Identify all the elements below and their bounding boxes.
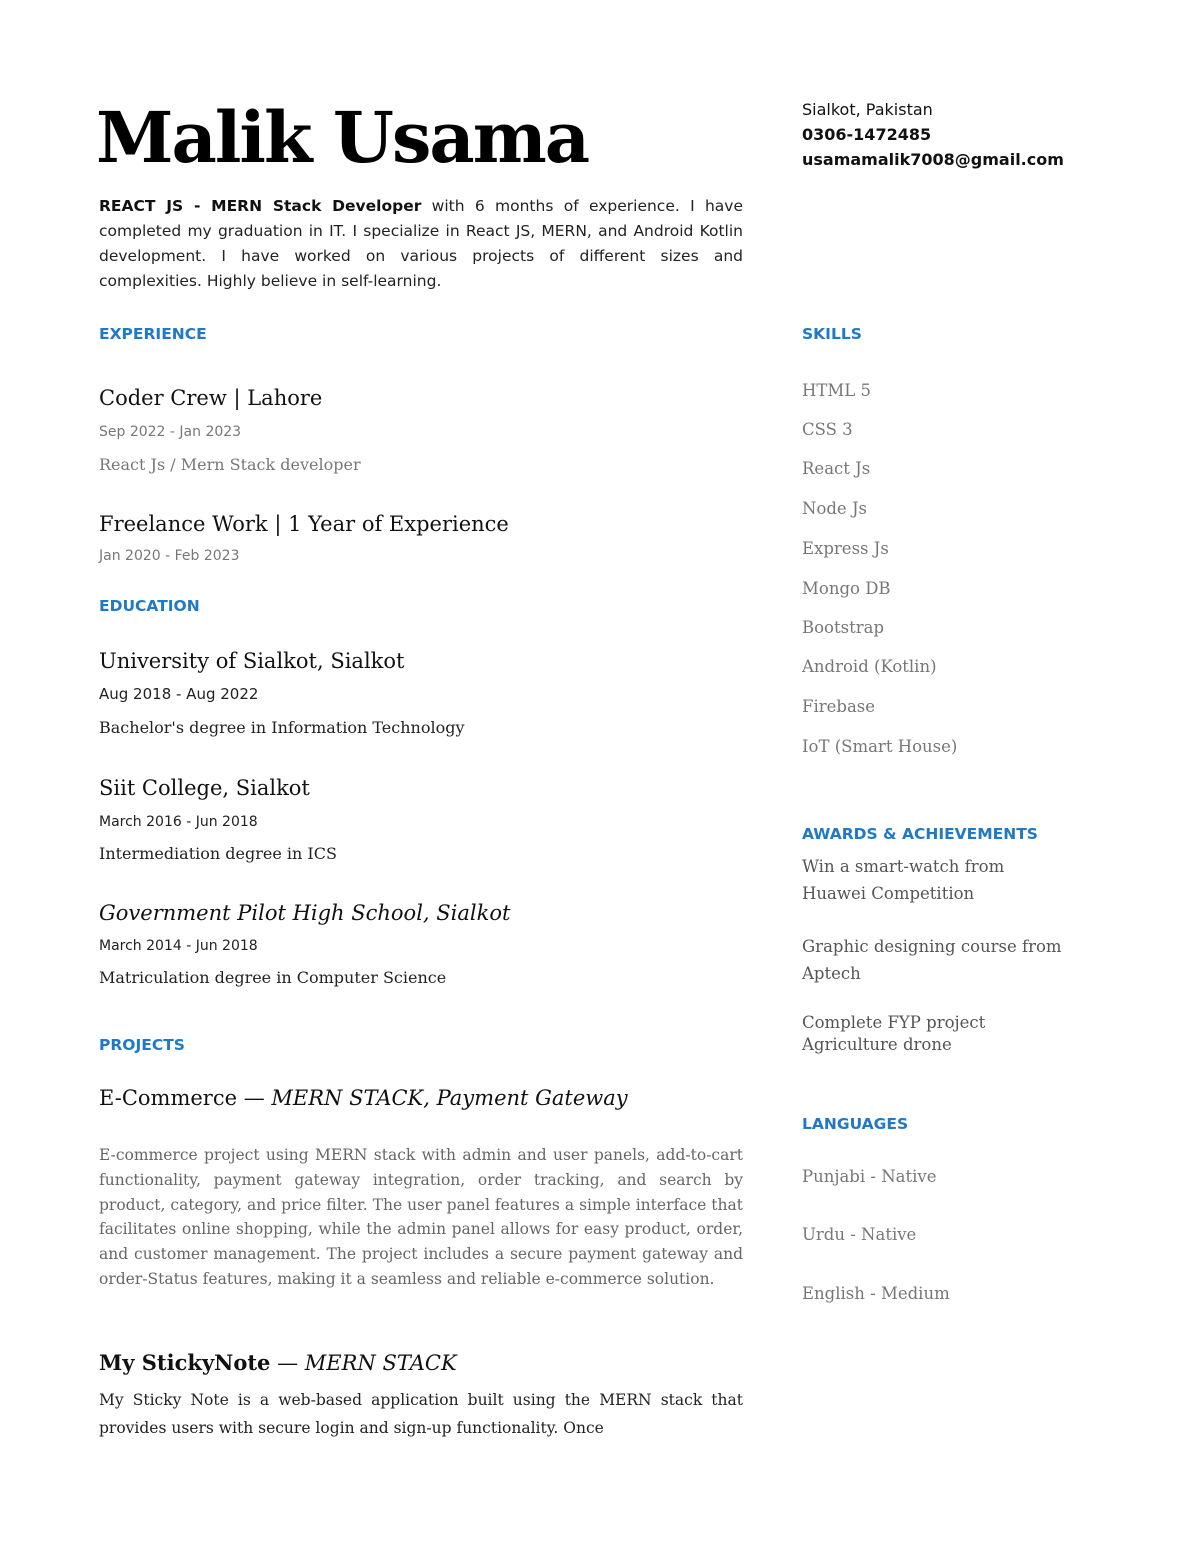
- education-school: Siit College, Sialkot: [99, 776, 310, 800]
- language-item: Punjabi - Native: [802, 1167, 937, 1186]
- experience-heading: EXPERIENCE: [99, 325, 207, 343]
- phone: 0306-1472485: [802, 125, 932, 144]
- education-degree: Intermediation degree in ICS: [99, 844, 337, 863]
- resume-name: Malik Usama: [96, 96, 589, 179]
- experience-title: Freelance Work | 1 Year of Experience: [99, 512, 509, 536]
- contact-block: [802, 97, 1064, 172]
- languages-heading: LANGUAGES: [802, 1115, 909, 1133]
- education-heading: EDUCATION: [99, 597, 200, 615]
- skill-item: CSS 3: [802, 420, 853, 439]
- project-separator: —: [270, 1351, 305, 1375]
- education-school: University of Sialkot, Sialkot: [99, 649, 405, 673]
- skill-item: Mongo DB: [802, 579, 891, 598]
- skill-item: Bootstrap: [802, 618, 885, 637]
- skill-item: IoT (Smart House): [802, 737, 958, 756]
- award-item: Complete FYP project Agriculture drone: [802, 1013, 986, 1054]
- project-separator: —: [237, 1086, 272, 1110]
- summary: [99, 194, 743, 294]
- education-dates: Aug 2018 - Aug 2022: [99, 685, 259, 703]
- project-description: E-commerce project using MERN stack with admin and user panels, add-to-cart functionality, payment gateway integration, order tracking, and search by product, category, and price filter. The user panel features a simple interface that facilitates online shopping, while the admin panel allows for easy product, order, and customer management. The project includes a secure payment gateway and order-Status features, making it a seamless and reliable e-commerce solution.: [99, 1146, 743, 1288]
- project-name: My StickyNote: [99, 1350, 271, 1375]
- award-item: Graphic designing course from Aptech: [802, 937, 1062, 983]
- projects-heading: PROJECTS: [99, 1036, 185, 1054]
- education-school: Government Pilot High School, Sialkot: [99, 901, 511, 925]
- skill-item: HTML 5: [802, 381, 871, 400]
- experience-title: Coder Crew | Lahore: [99, 386, 323, 410]
- project-description: My Sticky Note is a web-based application built using the MERN stack that provides users with secure login and sign-up functionality. Once: [99, 1391, 743, 1437]
- education-dates: March 2016 - Jun 2018: [99, 814, 258, 830]
- education-degree: Bachelor's degree in Information Technology: [99, 718, 465, 737]
- skill-item: Express Js: [802, 539, 889, 558]
- experience-dates: Sep 2022 - Jan 2023: [99, 424, 242, 440]
- language-item: Urdu - Native: [802, 1225, 917, 1244]
- location: Sialkot, Pakistan: [802, 100, 933, 119]
- skills-heading: SKILLS: [802, 325, 862, 343]
- skill-item: Android (Kotlin): [802, 657, 937, 676]
- awards-heading: AWARDS & ACHIEVEMENTS: [802, 825, 1038, 843]
- experience-dates: Jan 2020 - Feb 2023: [99, 548, 240, 564]
- skill-item: React Js: [802, 459, 871, 478]
- summary-text: with 6 months of experience. I have completed my graduation in IT. I specialize in React JS, MERN, and Android Kotlin development. I have worked on various projects of different sizes and complexities. Highly believe in self-learning.: [99, 197, 743, 290]
- education-dates: March 2014 - Jun 2018: [99, 938, 258, 954]
- education-degree: Matriculation degree in Computer Science: [99, 968, 447, 987]
- skill-item: Firebase: [802, 697, 876, 716]
- project-title: [99, 1086, 628, 1110]
- skill-item: Node Js: [802, 499, 868, 518]
- summary-title: REACT JS - MERN Stack Developer: [99, 197, 422, 215]
- experience-role: React Js / Mern Stack developer: [99, 455, 361, 474]
- project-tech: MERN STACK: [304, 1351, 457, 1375]
- project-title: [99, 1350, 457, 1375]
- email: usamamalik7008@gmail.com: [802, 150, 1064, 169]
- language-item: English - Medium: [802, 1284, 950, 1303]
- award-item: Win a smart-watch from Huawei Competition: [802, 857, 1005, 903]
- project-name: E-Commerce: [99, 1086, 238, 1110]
- project-tech: MERN STACK, Payment Gateway: [271, 1086, 628, 1110]
